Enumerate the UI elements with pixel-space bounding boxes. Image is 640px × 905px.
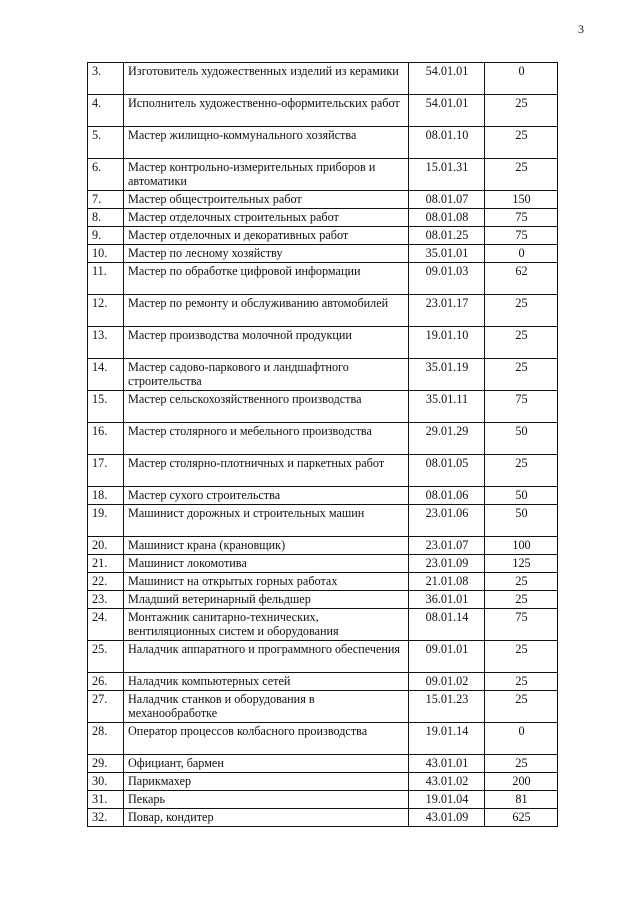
profession-code: 35.01.11	[409, 391, 485, 423]
table-row	[88, 773, 558, 791]
profession-name: Мастер жилищно-коммунального хозяйства	[124, 127, 409, 159]
profession-name: Оператор процессов колбасного производства	[124, 723, 409, 755]
quota-value: 125	[485, 555, 558, 573]
quota-value: 0	[485, 245, 558, 263]
quota-value: 25	[485, 159, 558, 191]
row-number: 29.	[88, 755, 124, 773]
profession-name: Мастер по лесному хозяйству	[124, 245, 409, 263]
profession-code: 54.01.01	[409, 95, 485, 127]
row-number: 17.	[88, 455, 124, 487]
profession-name: Пекарь	[124, 791, 409, 809]
profession-name: Мастер садово-паркового и ландшафтного строительства	[124, 359, 409, 391]
page-number: 3	[578, 22, 584, 36]
table-row	[88, 245, 558, 263]
row-number: 19.	[88, 505, 124, 537]
quota-value: 200	[485, 773, 558, 791]
table-body	[88, 63, 558, 827]
quota-value: 25	[485, 327, 558, 359]
row-number: 7.	[88, 191, 124, 209]
row-number: 30.	[88, 773, 124, 791]
profession-code: 54.01.01	[409, 63, 485, 95]
table-row	[88, 555, 558, 573]
table-row	[88, 573, 558, 591]
quota-value: 25	[485, 755, 558, 773]
profession-code: 43.01.01	[409, 755, 485, 773]
profession-code: 35.01.19	[409, 359, 485, 391]
profession-code: 08.01.25	[409, 227, 485, 245]
profession-code: 29.01.29	[409, 423, 485, 455]
quota-value: 25	[485, 359, 558, 391]
table-row	[88, 127, 558, 159]
row-number: 25.	[88, 641, 124, 673]
row-number: 10.	[88, 245, 124, 263]
quota-value: 25	[485, 691, 558, 723]
profession-code: 23.01.07	[409, 537, 485, 555]
row-number: 13.	[88, 327, 124, 359]
profession-name: Мастер отделочных и декоративных работ	[124, 227, 409, 245]
quota-value: 25	[485, 673, 558, 691]
table-row	[88, 723, 558, 755]
table-row	[88, 809, 558, 827]
profession-code: 08.01.06	[409, 487, 485, 505]
profession-code: 21.01.08	[409, 573, 485, 591]
profession-code: 35.01.01	[409, 245, 485, 263]
quota-value: 75	[485, 391, 558, 423]
row-number: 11.	[88, 263, 124, 295]
table-row	[88, 673, 558, 691]
quota-value: 25	[485, 127, 558, 159]
profession-name: Мастер столярного и мебельного производства	[124, 423, 409, 455]
profession-code: 09.01.01	[409, 641, 485, 673]
quota-value: 0	[485, 63, 558, 95]
profession-name: Наладчик компьютерных сетей	[124, 673, 409, 691]
row-number: 23.	[88, 591, 124, 609]
quota-value: 81	[485, 791, 558, 809]
table-row	[88, 159, 558, 191]
table-row	[88, 327, 558, 359]
table-row	[88, 95, 558, 127]
row-number: 3.	[88, 63, 124, 95]
profession-code: 23.01.09	[409, 555, 485, 573]
row-number: 18.	[88, 487, 124, 505]
profession-code: 23.01.06	[409, 505, 485, 537]
profession-code: 08.01.08	[409, 209, 485, 227]
row-number: 27.	[88, 691, 124, 723]
profession-name: Мастер контрольно-измерительных приборов и автоматики	[124, 159, 409, 191]
profession-code: 08.01.10	[409, 127, 485, 159]
profession-name: Машинист локомотива	[124, 555, 409, 573]
professions-table	[87, 62, 558, 827]
row-number: 6.	[88, 159, 124, 191]
row-number: 24.	[88, 609, 124, 641]
quota-value: 25	[485, 455, 558, 487]
table-row	[88, 609, 558, 641]
profession-name: Мастер производства молочной продукции	[124, 327, 409, 359]
profession-code: 23.01.17	[409, 295, 485, 327]
profession-name: Машинист на открытых горных работах	[124, 573, 409, 591]
quota-value: 0	[485, 723, 558, 755]
row-number: 28.	[88, 723, 124, 755]
profession-name: Мастер сухого строительства	[124, 487, 409, 505]
row-number: 16.	[88, 423, 124, 455]
table-row	[88, 209, 558, 227]
row-number: 20.	[88, 537, 124, 555]
quota-value: 50	[485, 423, 558, 455]
row-number: 15.	[88, 391, 124, 423]
profession-code: 09.01.02	[409, 673, 485, 691]
profession-code: 36.01.01	[409, 591, 485, 609]
row-number: 32.	[88, 809, 124, 827]
profession-name: Машинист крана (крановщик)	[124, 537, 409, 555]
row-number: 21.	[88, 555, 124, 573]
profession-name: Повар, кондитер	[124, 809, 409, 827]
table-row	[88, 691, 558, 723]
profession-name: Изготовитель художественных изделий из керамики	[124, 63, 409, 95]
row-number: 8.	[88, 209, 124, 227]
profession-name: Исполнитель художественно-оформительских работ	[124, 95, 409, 127]
row-number: 9.	[88, 227, 124, 245]
quota-value: 75	[485, 209, 558, 227]
profession-code: 19.01.14	[409, 723, 485, 755]
quota-value: 25	[485, 641, 558, 673]
row-number: 22.	[88, 573, 124, 591]
table-row	[88, 591, 558, 609]
profession-name: Парикмахер	[124, 773, 409, 791]
row-number: 31.	[88, 791, 124, 809]
quota-value: 625	[485, 809, 558, 827]
table-row	[88, 423, 558, 455]
quota-value: 75	[485, 609, 558, 641]
table-row	[88, 63, 558, 95]
table-row	[88, 227, 558, 245]
table-row	[88, 359, 558, 391]
profession-name: Наладчик станков и оборудования в механообработке	[124, 691, 409, 723]
row-number: 12.	[88, 295, 124, 327]
profession-name: Мастер отделочных строительных работ	[124, 209, 409, 227]
table-row	[88, 755, 558, 773]
quota-value: 75	[485, 227, 558, 245]
table-row	[88, 263, 558, 295]
row-number: 26.	[88, 673, 124, 691]
quota-value: 25	[485, 295, 558, 327]
profession-code: 15.01.31	[409, 159, 485, 191]
profession-name: Наладчик аппаратного и программного обеспечения	[124, 641, 409, 673]
table-row	[88, 505, 558, 537]
table-row	[88, 455, 558, 487]
profession-code: 08.01.14	[409, 609, 485, 641]
profession-code: 09.01.03	[409, 263, 485, 295]
table-row	[88, 537, 558, 555]
profession-name: Мастер по ремонту и обслуживанию автомобилей	[124, 295, 409, 327]
quota-value: 50	[485, 487, 558, 505]
quota-value: 62	[485, 263, 558, 295]
profession-code: 08.01.07	[409, 191, 485, 209]
profession-code: 43.01.02	[409, 773, 485, 791]
profession-code: 08.01.05	[409, 455, 485, 487]
profession-code: 43.01.09	[409, 809, 485, 827]
profession-code: 19.01.04	[409, 791, 485, 809]
profession-name: Мастер общестроительных работ	[124, 191, 409, 209]
row-number: 4.	[88, 95, 124, 127]
row-number: 5.	[88, 127, 124, 159]
profession-name: Монтажник санитарно-технических, вентиляционных систем и оборудования	[124, 609, 409, 641]
profession-code: 19.01.10	[409, 327, 485, 359]
profession-name: Мастер по обработке цифровой информации	[124, 263, 409, 295]
profession-name: Официант, бармен	[124, 755, 409, 773]
profession-name: Машинист дорожных и строительных машин	[124, 505, 409, 537]
quota-value: 25	[485, 573, 558, 591]
quota-value: 50	[485, 505, 558, 537]
table-row	[88, 191, 558, 209]
quota-value: 150	[485, 191, 558, 209]
profession-name: Мастер столярно-плотничных и паркетных работ	[124, 455, 409, 487]
table-row	[88, 487, 558, 505]
profession-name: Младший ветеринарный фельдшер	[124, 591, 409, 609]
table-row	[88, 791, 558, 809]
profession-code: 15.01.23	[409, 691, 485, 723]
table-row	[88, 295, 558, 327]
quota-value: 25	[485, 95, 558, 127]
table-row	[88, 641, 558, 673]
profession-name: Мастер сельскохозяйственного производства	[124, 391, 409, 423]
table-row	[88, 391, 558, 423]
quota-value: 25	[485, 591, 558, 609]
quota-value: 100	[485, 537, 558, 555]
row-number: 14.	[88, 359, 124, 391]
